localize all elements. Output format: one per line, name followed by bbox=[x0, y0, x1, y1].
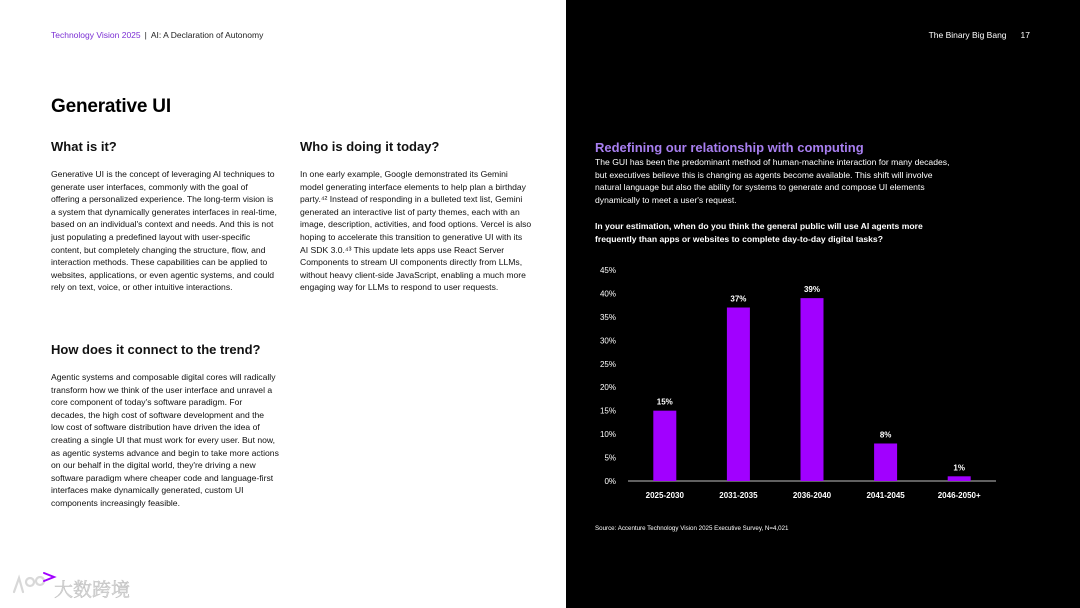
x-tick-label: 2036-2040 bbox=[792, 491, 832, 500]
y-tick-label: 40% bbox=[599, 289, 616, 299]
watermark-logo-text: 大数跨境 bbox=[54, 579, 131, 601]
chapter-name: AI: A Declaration of Autonomy bbox=[150, 30, 264, 40]
y-tick-label: 35% bbox=[599, 312, 616, 322]
chart-panel-intro: The GUI has been the predominant method of human-machine interaction for many decades, but executives believe this is changing as agents become available. This shift will involve natural language but also the ability for systems to generate and compose UI elements dynamically to meet a user's request. bbox=[595, 157, 950, 205]
right-chart-panel bbox=[566, 0, 1080, 608]
who-heading: Who is doing it today? bbox=[300, 139, 440, 154]
section-name: The Binary Big Bang bbox=[928, 30, 1007, 40]
survey-question: In your estimation, when do you think the general public will use AI agents more frequently than apps or websites to complete day-to-day digital tasks? bbox=[595, 221, 923, 244]
bar-value-label: 1% bbox=[953, 463, 965, 473]
y-tick-label: 15% bbox=[599, 406, 616, 416]
bar-value-label: 8% bbox=[879, 430, 892, 440]
bar-2025-2030 bbox=[653, 411, 676, 481]
y-tick-label: 30% bbox=[599, 336, 616, 346]
page-number: 17 bbox=[1020, 30, 1030, 40]
bar-value-label: 15% bbox=[656, 397, 673, 407]
watermark-logo-icon bbox=[10, 568, 150, 604]
x-tick-label: 2046-2050+ bbox=[937, 491, 981, 500]
what-body: Generative UI is the concept of leveraging AI techniques to generate user interfaces, commonly with the goal of offering a personalized experience. The long-term vision is a system that dynamically generates interfaces in real-time, based on an individual's context and needs. And this is not just populating a predefined layout with user-specific content, but completely changing the structure, flow, and interaction methods. These capabilities can be applied to websites, applications, or even agentic systems, and could rely on text, voice, or other intuitive interactions. bbox=[51, 169, 277, 293]
bar-2031-2035 bbox=[727, 308, 750, 481]
chart-panel-title: Redefining our relationship with computing bbox=[595, 140, 864, 155]
how-body: Agentic systems and composable digital cores will radically transform how we think of the user interface and unravel a core component of today's software paradigm. For decades, the high cost of software development and the low cost of software distribution have driven the idea of creating a single UI that must work for every user. But now, as agentic systems advance and begin to take more actions on our behalf in the digital world, they're driving a new software paradigm where cheaper code and language-first interfaces make dynamically generated, custom UI components increasingly feasible. bbox=[51, 372, 279, 508]
y-tick-label: 25% bbox=[599, 359, 616, 369]
x-tick-label: 2031-2035 bbox=[719, 491, 758, 500]
x-axis bbox=[646, 491, 981, 500]
report-name: Technology Vision 2025 bbox=[51, 30, 141, 40]
y-tick-label: 0% bbox=[604, 477, 616, 486]
chart-source: Source: Accenture Technology Vision 2025 Executive Survey, N=4,021 bbox=[595, 525, 789, 532]
page-title: Generative UI bbox=[51, 96, 171, 117]
y-tick-label: 45% bbox=[599, 266, 616, 275]
bars-group bbox=[653, 285, 970, 481]
what-heading: What is it? bbox=[51, 139, 117, 154]
y-tick-label: 10% bbox=[599, 430, 616, 440]
bar-2036-2040 bbox=[801, 298, 824, 481]
bar-2046-2050+ bbox=[948, 476, 971, 481]
bar-2041-2045 bbox=[874, 443, 897, 481]
who-body: In one early example, Google demonstrated its Gemini model generating interface elements to help plan a birthday party.⁴² Instead of responding in a bulleted text list, Gemini generated an interactive list of party themes, each with an image, description, activities, and food options. Vercel is also hoping to accelerate this transition to generative UI with its AI SDK 3.0.⁴³ This update lets apps use React Server Components to stream UI components directly from LLMs, without heavy client-side JavaScript, enabling a much more engaging way for LLMs to respond to user requests. bbox=[300, 169, 532, 293]
header-section bbox=[929, 30, 1030, 40]
bar-chart bbox=[566, 250, 1080, 520]
breadcrumb-separator: | bbox=[144, 30, 147, 40]
how-heading: How does it connect to the trend? bbox=[51, 342, 261, 357]
y-tick-label: 5% bbox=[604, 453, 616, 463]
x-tick-label: 2025-2030 bbox=[645, 491, 684, 500]
y-axis bbox=[600, 266, 616, 486]
bar-value-label: 37% bbox=[730, 294, 747, 304]
y-tick-label: 20% bbox=[599, 383, 616, 393]
header-breadcrumb bbox=[51, 30, 263, 40]
x-tick-label: 2041-2045 bbox=[866, 491, 905, 500]
watermark-logo bbox=[10, 568, 150, 604]
bar-value-label: 39% bbox=[803, 285, 821, 295]
